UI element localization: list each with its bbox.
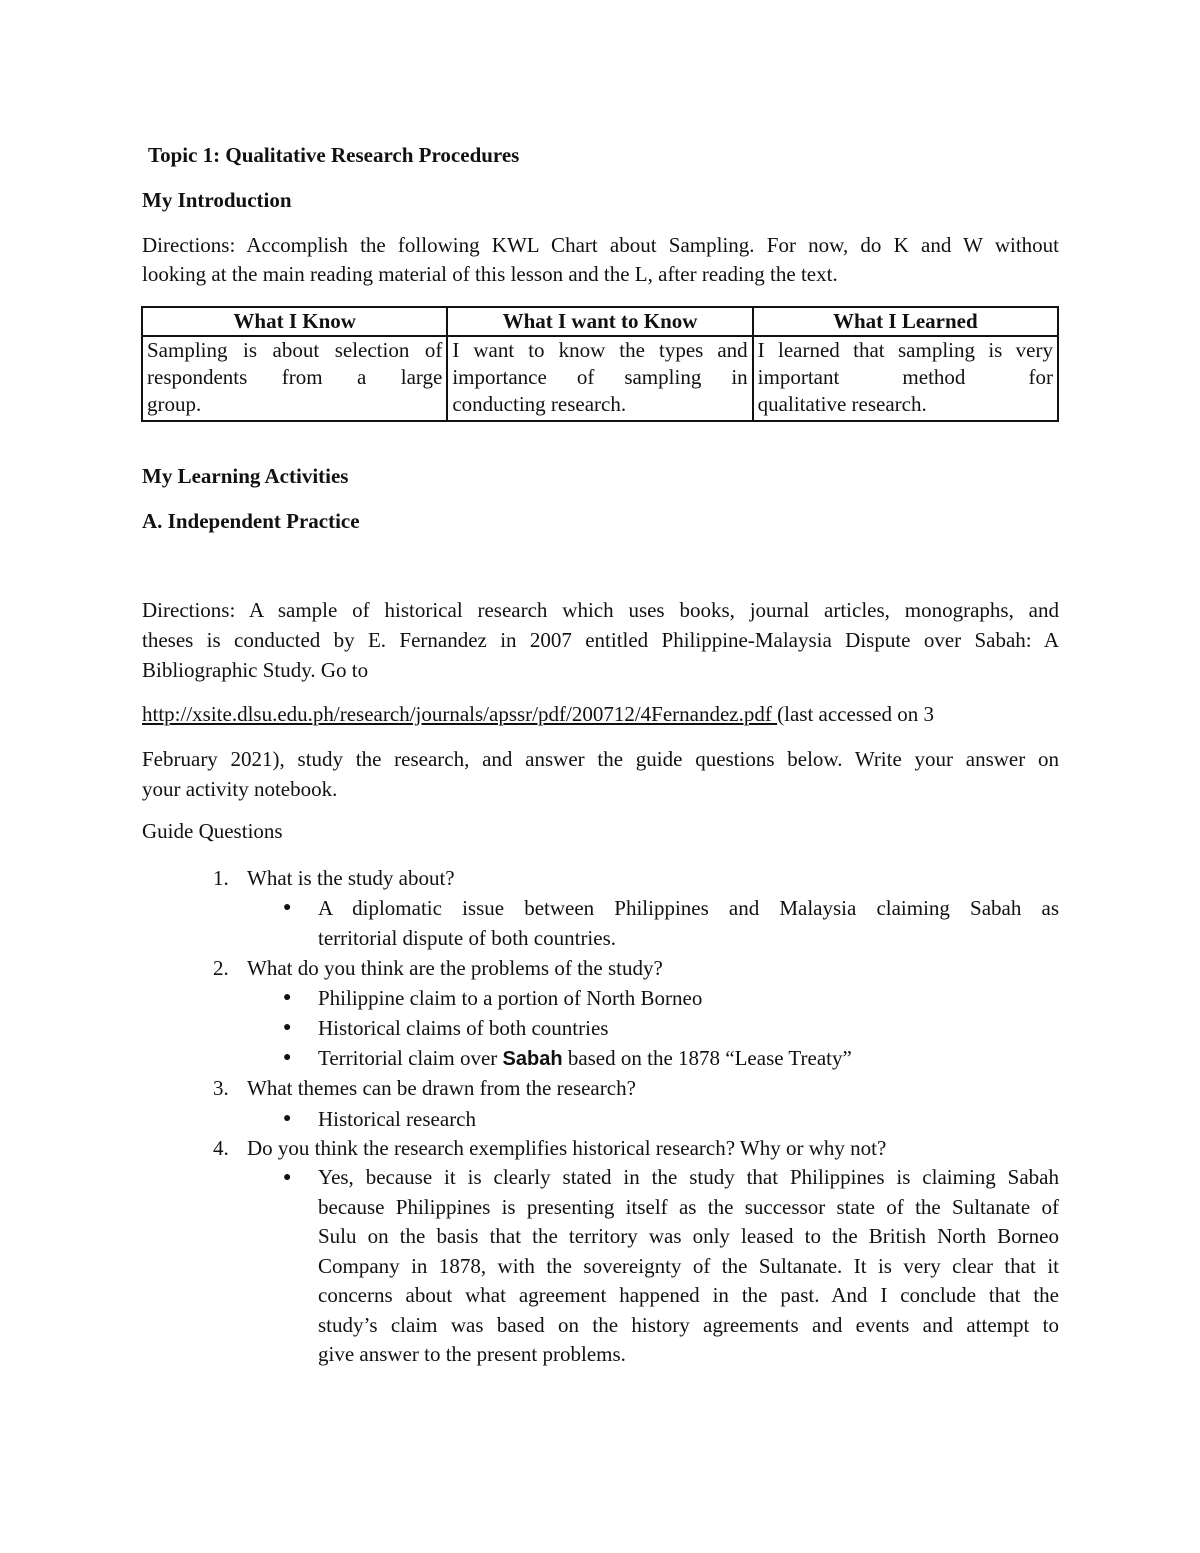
question-text: Do you think the research exemplifies historical research? Why or why not? (247, 1136, 887, 1160)
kwl-cell-want (447, 336, 752, 421)
practice-directions-line-2: theses is conducted by E. Fernandez in 2007 entitled Philippine-Malaysia Dispute over Sabah: A (142, 628, 1059, 652)
answer-item (318, 1104, 1059, 1134)
kwl-learned-line: important method for (757, 365, 1053, 389)
answer-line: study’s claim was based on the history agreements and events and attempt to (318, 1312, 1059, 1337)
answer-text-bold: Sabah (502, 1048, 563, 1070)
kwl-learned-line: qualitative research. (757, 392, 927, 416)
continuation-line-1: February 2021), study the research, and answer the guide questions below. Write your answer on (142, 747, 1059, 771)
practice-directions-line-1: Directions: A sample of historical research which uses books, journal articles, monographs, and (142, 598, 1059, 622)
answer-line: concerns about what agreement happened in the past. And I conclude that the (318, 1283, 1059, 1307)
continuation-line-2: your activity notebook. (142, 777, 338, 801)
topic-title: Topic 1: Qualitative Research Procedures (148, 143, 520, 167)
kwl-want-line: importance of sampling in (452, 365, 748, 389)
answer-line: A diplomatic issue between Philippines and Malaysia claiming Sabah as (318, 896, 1059, 920)
answer-line: Company in 1878, with the sovereignty of the Sultanate. It is very clear that it (318, 1253, 1059, 1278)
guide-questions-heading: Guide Questions (142, 819, 283, 843)
answer-item (318, 1013, 1059, 1043)
answer-item (318, 1043, 1059, 1074)
answer-item (318, 893, 1059, 953)
answer-text-pre: Territorial claim over (318, 1046, 503, 1070)
answer-line: Historical claims of both countries (318, 1016, 609, 1040)
kwl-header-row (142, 307, 1058, 336)
question-number: 1. (213, 866, 229, 890)
question-text: What themes can be drawn from the research? (247, 1076, 636, 1100)
research-link[interactable]: http://xsite.dlsu.edu.ph/research/journals/apssr/pdf/200712/4Fernandez.pdf (142, 702, 778, 726)
answer-text-post: based on the 1878 “Lease Treaty” (562, 1046, 852, 1070)
kwl-want-line: I want to know the types and (452, 338, 748, 362)
answer-item (318, 1163, 1059, 1370)
bullet-icon: ● (283, 1111, 292, 1126)
practice-directions-2 (142, 625, 1059, 655)
answer-line: because Philippines is presenting itself as the successor state of the Sultanate of (318, 1194, 1059, 1219)
bullet-icon: ● (283, 1050, 292, 1065)
question-number: 3. (213, 1076, 229, 1100)
answer-line: Sulu on the basis that the territory was only leased to the British North Borneo (318, 1224, 1059, 1248)
link-line (142, 699, 934, 729)
answer-item (318, 983, 1059, 1013)
answer-line: Yes, because it is clearly stated in the study that Philippines is claiming Sabah (318, 1165, 1059, 1189)
intro-directions-line-1: Directions: Accomplish the following KWL Chart about Sampling. For now, do K and W without (142, 233, 1059, 257)
practice-directions (142, 595, 1059, 625)
answer-line: territorial dispute of both countries. (318, 926, 617, 950)
bullet-icon: ● (283, 990, 292, 1005)
answer-line: Historical research (318, 1107, 477, 1131)
kwl-cell-know (142, 336, 447, 421)
bullet-icon: ● (283, 1020, 292, 1035)
question-text: What do you think are the problems of the study? (247, 956, 663, 980)
continuation (142, 744, 1059, 774)
question-number: 4. (213, 1136, 229, 1160)
bullet-icon: ● (283, 1170, 292, 1185)
answer-line: Philippine claim to a portion of North Borneo (318, 986, 703, 1010)
question-number: 2. (213, 956, 229, 980)
kwl-know-line: respondents from a large (147, 365, 443, 389)
kwl-know-line: group. (147, 392, 202, 416)
intro-directions-line-2: looking at the main reading material of this lesson and the L, after reading the text. (142, 262, 838, 286)
intro-heading: My Introduction (142, 188, 292, 212)
question-text: What is the study about? (247, 866, 455, 890)
kwl-chart-table (141, 306, 1059, 422)
activities-heading: My Learning Activities (142, 464, 349, 488)
kwl-content-row (142, 336, 1058, 421)
kwl-know-line: Sampling is about selection of (147, 338, 443, 362)
kwl-header-learned: What I Learned (753, 307, 1058, 336)
kwl-want-line: conducting research. (452, 392, 627, 416)
answer-line: give answer to the present problems. (318, 1342, 626, 1366)
kwl-header-want: What I want to Know (447, 307, 752, 336)
kwl-learned-line: I learned that sampling is very (757, 338, 1053, 362)
kwl-cell-learned (753, 336, 1058, 421)
bullet-icon: ● (283, 900, 292, 915)
kwl-header-know: What I Know (142, 307, 447, 336)
link-accessed-note: (last accessed on 3 (777, 702, 934, 726)
intro-directions (142, 230, 1059, 260)
practice-directions-line-3: Bibliographic Study. Go to (142, 658, 369, 682)
practice-heading: A. Independent Practice (142, 509, 360, 533)
